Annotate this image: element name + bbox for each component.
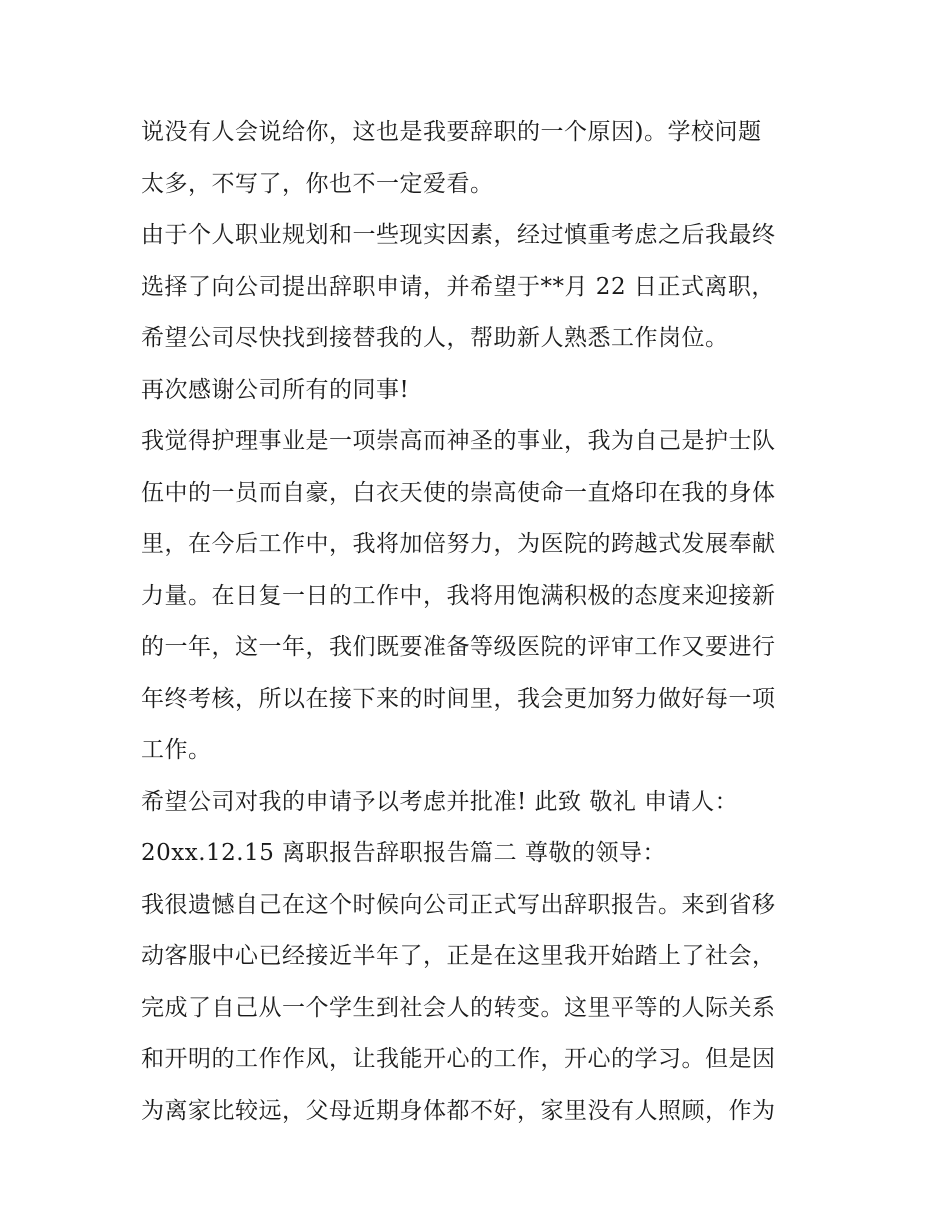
text-line-20: 为离家比较远，父母近期身体都不好，家里没有人照顾，作为 [141, 1097, 776, 1124]
text-line-2: 太多，不写了，你也不一定爱看。 [141, 170, 494, 197]
text-line-19: 和开明的工作作风，让我能开心的工作，开心的学习。但是因 [141, 1046, 776, 1072]
text-line-13: 工作。 [141, 737, 212, 763]
text-line-12: 年终考核，所以在接下来的时间里，我会更加努力做好每一项 [141, 685, 776, 712]
document-body [141, 107, 831, 1137]
text-line-11: 的一年，这一年，我们既要准备等级医院的评审工作又要进行 [141, 634, 776, 660]
text-line-8: 伍中的一员而自豪，白衣天使的崇高使命一直烙印在我的身体 [141, 479, 776, 506]
text-line-6: 再次感谢公司所有的同事! [141, 376, 410, 403]
text-line-4: 选择了向公司提出辞职申请，并希望于**月 22 日正式离职， [141, 273, 775, 300]
text-line-16: 我很遗憾自己在这个时候向公司正式写出辞职报告。来到省移 [141, 891, 776, 918]
text-line-1: 说没有人会说给你，这也是我要辞职的一个原因)。学校问题 [141, 119, 762, 145]
text-line-15: 20xx.12.15 离职报告辞职报告篇二 尊敬的领导： [141, 840, 666, 866]
text-line-7: 我觉得护理事业是一项崇高而神圣的事业，我为自己是护士队 [141, 428, 776, 454]
text-line-10: 力量。在日复一日的工作中，我将用饱满积极的态度来迎接新 [141, 582, 776, 609]
text-line-3: 由于个人职业规划和一些现实因素，经过慎重考虑之后我最终 [141, 222, 776, 248]
text-line-5: 希望公司尽快找到接替我的人，帮助新人熟悉工作岗位。 [141, 325, 729, 351]
text-line-9: 里，在今后工作中，我将加倍努力，为医院的跨越式发展奉献 [141, 531, 776, 557]
text-line-17: 动客服中心已经接近半年了，正是在这里我开始踏上了社会， [141, 943, 776, 969]
text-line-14: 希望公司对我的申请予以考虑并批准! 此致 敬礼 申请人： [141, 788, 739, 815]
text-line-18: 完成了自己从一个学生到社会人的转变。这里平等的人际关系 [141, 994, 776, 1021]
